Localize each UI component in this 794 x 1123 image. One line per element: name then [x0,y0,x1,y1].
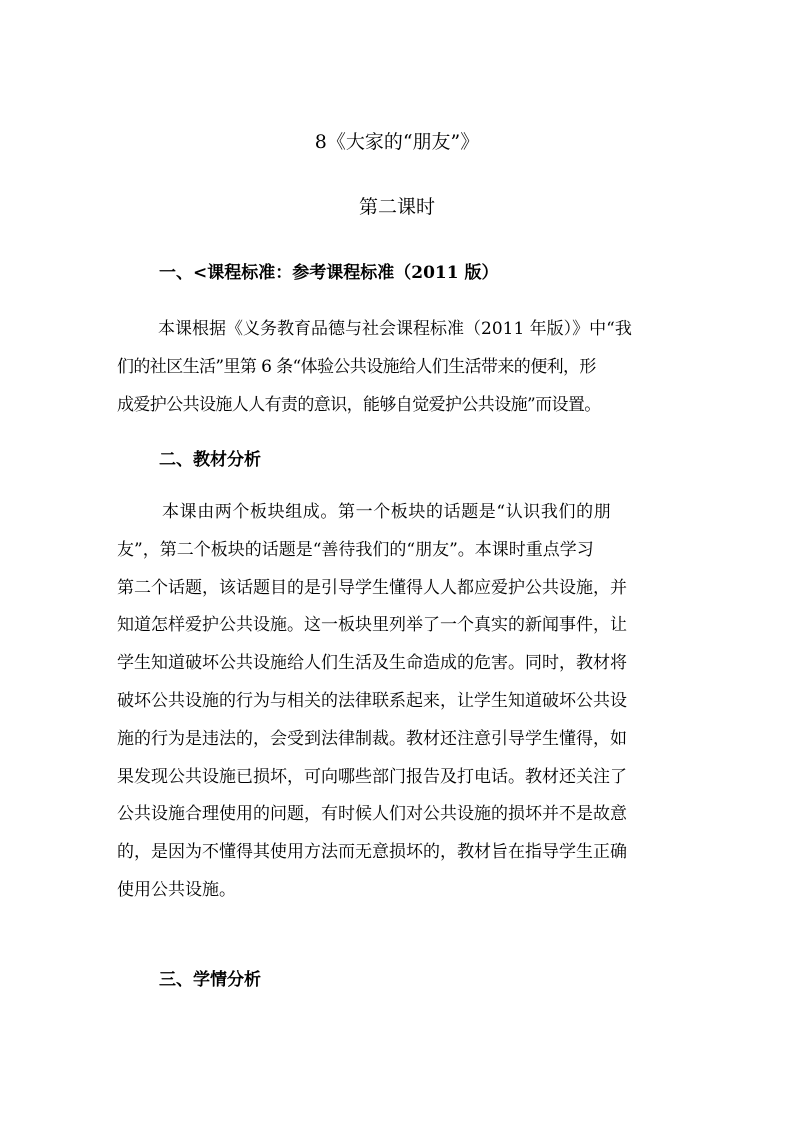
paragraph-line: 本课根据《义务教育品德与社会课程标准（2011 年版）》中“我 [158,319,632,339]
section-paragraph-curriculum-standard [117,311,677,424]
document-subtitle: 第二课时 [358,196,435,218]
paragraph-line: 第二个话题，该话题目的是引导学生懂得人人都应爱护公共设施，并 [117,577,627,598]
paragraph-line: 知道怎样爱护公共设施。这一板块里列举了一个真实的新闻事件，让 [117,615,627,636]
section-heading-learner-analysis: 三、学情分析 [159,970,261,990]
paragraph-line: 公共设施合理使用的问题，有时候人们对公共设施的损坏并不是故意 [117,804,627,825]
section-heading-curriculum-standard: 一、<课程标准：参考课程标准（2011 版） [159,263,499,283]
paragraph-line: 的，是因为不懂得其使用方法而无意损坏的，教材旨在指导学生正确 [117,842,627,863]
section-heading-textbook-analysis: 二、教材分析 [159,450,261,470]
section-paragraph-textbook-analysis [117,494,677,910]
paragraph-line: 果发现公共设施已损坏，可向哪些部门报告及打电话。教材还关注了 [117,766,627,787]
paragraph-line: 施的行为是违法的，会受到法律制裁。教材还注意引导学生懂得，如 [117,728,627,749]
paragraph-line: 友”，第二个板块的话题是“善待我们的“朋友”。本课时重点学习 [117,539,594,560]
paragraph-line: 本课由两个板块组成。第一个板块的话题是“认识我们的朋 [162,502,612,522]
paragraph-line: 使用公共设施。 [117,879,236,900]
paragraph-line: 成爱护公共设施人人有责的意识，能够自觉爱护公共设施”而设置。 [117,394,601,415]
paragraph-line: 破坏公共设施的行为与相关的法律联系起来，让学生知道破坏公共设 [117,690,627,711]
document-title: 8《大家的“朋友”》 [314,131,480,153]
paragraph-line: 们的社区生活”里第 6 条“体验公共设施给人们生活带来的便利，形 [117,356,596,377]
paragraph-line: 学生知道破坏公共设施给人们生活及生命造成的危害。同时，教材将 [117,653,627,674]
